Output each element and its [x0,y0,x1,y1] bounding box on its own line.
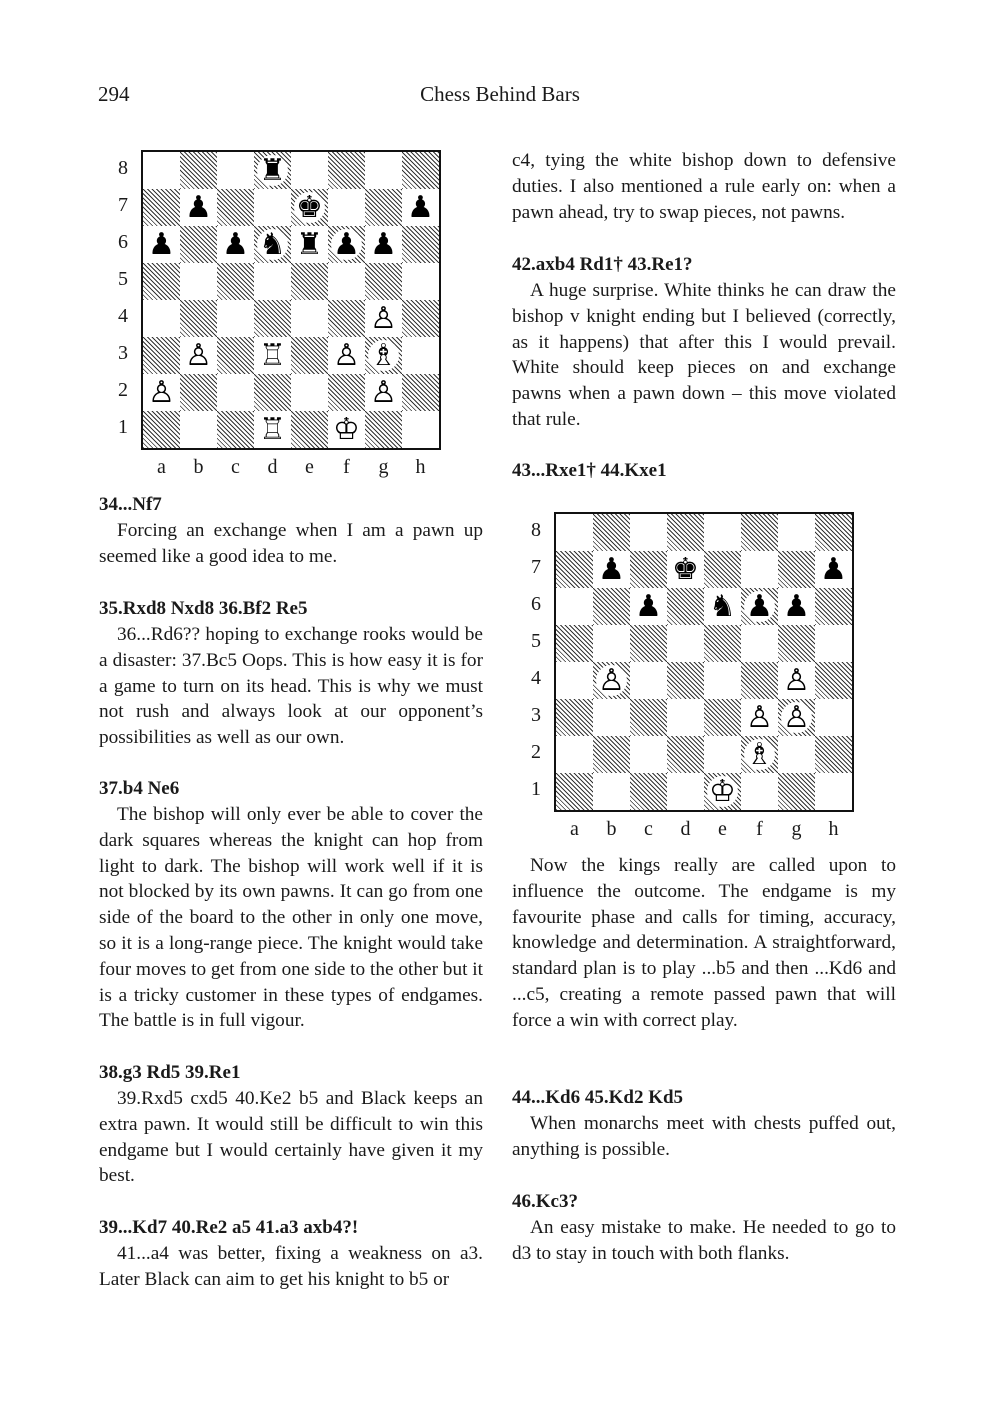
chess-piece-g3: ♙ [781,702,812,733]
chess-piece-e1: ♔ [707,776,738,807]
square-h6 [402,226,439,263]
move-heading: 38.g3 Rd5 39.Re1 [99,1062,241,1083]
file-label: g [791,818,802,840]
file-label: h [828,818,839,840]
square-f1 [328,411,365,448]
square-h5 [402,263,439,300]
square-f1 [741,773,778,810]
page-number: 294 [98,82,130,106]
square-f8 [328,152,365,189]
square-e2 [291,374,328,411]
square-e8 [291,152,328,189]
square-b4 [180,300,217,337]
rank-label: 6 [531,593,541,615]
square-c4 [217,300,254,337]
chess-piece-b4: ♙ [596,665,627,696]
file-label: b [193,456,204,478]
file-label: f [756,818,763,840]
square-g4 [365,300,402,337]
chess-piece-g3: ♗ [368,340,399,371]
move-heading: 46.Kc3? [512,1191,578,1212]
square-d8 [667,514,704,551]
square-f7 [741,551,778,588]
square-e4 [704,662,741,699]
square-a5 [143,263,180,300]
square-e3 [291,337,328,374]
chess-piece-h7: ♟ [405,192,436,223]
square-e7 [704,551,741,588]
move-heading: 42.axb4 Rd1† 43.Re1? [512,254,693,275]
square-h3 [402,337,439,374]
square-d3 [254,337,291,374]
square-b1 [593,773,630,810]
square-g5 [365,263,402,300]
square-c5 [630,625,667,662]
square-e6 [291,226,328,263]
move-heading: 35.Rxd8 Nxd8 36.Bf2 Re5 [99,598,308,619]
square-d5 [254,263,291,300]
square-a6 [556,588,593,625]
square-d8 [254,152,291,189]
square-e5 [704,625,741,662]
file-label: e [718,818,727,840]
square-f2 [741,736,778,773]
chess-piece-f3: ♙ [744,702,775,733]
square-c3 [630,699,667,736]
commentary-paragraph: Forcing an exchange when I am a pawn up seemed like a good idea to me. [99,520,483,567]
square-a1 [556,773,593,810]
rank-label: 2 [118,379,128,401]
square-b8 [593,514,630,551]
move-heading: 44...Kd6 45.Kd2 Kd5 [512,1087,684,1108]
file-label: d [267,456,278,478]
file-label: c [231,456,240,478]
square-b4 [593,662,630,699]
square-c1 [630,773,667,810]
chess-piece-e6: ♞ [707,591,738,622]
square-a8 [143,152,180,189]
square-c8 [217,152,254,189]
square-f6 [741,588,778,625]
square-g3 [778,699,815,736]
rank-label: 1 [118,416,128,438]
file-label: h [415,456,426,478]
square-b6 [180,226,217,263]
square-h4 [815,662,852,699]
rank-label: 3 [531,704,541,726]
square-f3 [741,699,778,736]
square-a7 [556,551,593,588]
square-a2 [143,374,180,411]
square-f8 [741,514,778,551]
square-e3 [704,699,741,736]
file-label: g [378,456,389,478]
square-e5 [291,263,328,300]
chess-diagram-1 [112,150,442,485]
square-f2 [328,374,365,411]
square-a7 [143,189,180,226]
square-d7 [667,551,704,588]
square-c2 [630,736,667,773]
square-c5 [217,263,254,300]
chess-piece-b7: ♟ [183,192,214,223]
square-h8 [815,514,852,551]
square-g7 [778,551,815,588]
rank-label: 2 [531,741,541,763]
square-e4 [291,300,328,337]
chess-piece-d8: ♜ [257,155,288,186]
square-c6 [630,588,667,625]
square-g3 [365,337,402,374]
square-a1 [143,411,180,448]
square-c1 [217,411,254,448]
rank-label: 7 [531,556,541,578]
square-b3 [180,337,217,374]
file-label: a [157,456,166,478]
chess-piece-g4: ♙ [781,665,812,696]
rank-label: 4 [118,305,128,327]
chess-piece-h7: ♟ [818,554,849,585]
square-b8 [180,152,217,189]
move-heading: 34...Nf7 [99,494,162,515]
chess-piece-f3: ♙ [331,340,362,371]
rank-label: 5 [531,630,541,652]
chess-piece-f2: ♗ [744,739,775,770]
chess-piece-c6: ♟ [633,591,664,622]
square-d6 [254,226,291,263]
square-h7 [815,551,852,588]
chess-piece-f1: ♔ [331,414,362,445]
commentary-paragraph: The bishop will only ever be able to cover the dark squares whereas the knight can hop from light to dark. The bishop will work well if it is not blocked by its own pawns. It can go from one side of the board to the other in only one move, so it is a long-range piece. The knight would take four moves to get from one side to the other but it is a tricky customer in these types of endgames. The battle is in full vigour. [99,804,483,1032]
commentary-paragraph: c4, tying the white bishop down to defensive duties. I also mentioned a rule early on: when a pawn ahead, try to swap pieces, not pawns. [512,150,896,223]
square-f3 [328,337,365,374]
rank-label: 8 [531,519,541,541]
square-d4 [667,662,704,699]
square-f5 [328,263,365,300]
square-b5 [180,263,217,300]
chess-piece-f6: ♟ [331,229,362,260]
square-c2 [217,374,254,411]
file-label: a [570,818,579,840]
square-g2 [778,736,815,773]
square-e2 [704,736,741,773]
square-h3 [815,699,852,736]
chess-piece-b3: ♙ [183,340,214,371]
square-e1 [291,411,328,448]
square-h1 [815,773,852,810]
square-c7 [630,551,667,588]
square-b7 [593,551,630,588]
file-label: b [606,818,617,840]
chess-piece-f6: ♟ [744,591,775,622]
square-h5 [815,625,852,662]
commentary-paragraph: Now the kings really are called upon to influence the outcome. The endgame is my favourite phase and calls for timing, accuracy, knowledge and determination. A straightforward, standard plan is to play ...b5 and then ...Kd6 and ...c5, creating a remote passed pawn that will force a win with correct play. [512,855,896,1031]
file-label: e [305,456,314,478]
chessboard-1 [141,150,441,450]
square-h6 [815,588,852,625]
chess-piece-b7: ♟ [596,554,627,585]
square-f4 [328,300,365,337]
rank-label: 6 [118,231,128,253]
square-c6 [217,226,254,263]
square-f7 [328,189,365,226]
square-f5 [741,625,778,662]
running-title: Chess Behind Bars [420,82,580,106]
square-g5 [778,625,815,662]
chess-piece-d1: ♖ [257,414,288,445]
square-b5 [593,625,630,662]
commentary-paragraph: A huge surprise. White thinks he can draw the bishop v knight ending but I believed (correctly, as it happens) that after this I would prevail. White should keep pieces on and exchange pawns when a pawn down – this move violated that rule. [512,280,896,430]
square-b3 [593,699,630,736]
rank-label: 1 [531,778,541,800]
square-e8 [704,514,741,551]
chess-piece-e7: ♚ [294,192,325,223]
square-g2 [365,374,402,411]
rank-label: 5 [118,268,128,290]
square-h2 [402,374,439,411]
file-label: c [644,818,653,840]
chess-piece-d6: ♞ [257,229,288,260]
square-b1 [180,411,217,448]
square-e1 [704,773,741,810]
commentary-paragraph: An easy mistake to make. He needed to go to d3 to stay in touch with both flanks. [512,1217,896,1264]
commentary-paragraph: 39.Rxd5 cxd5 40.Ke2 b5 and Black keeps an extra pawn. It would still be difficult to win this endgame but I would certainly have given it my best. [99,1088,483,1187]
chess-piece-c6: ♟ [220,229,251,260]
rank-label: 3 [118,342,128,364]
square-g6 [778,588,815,625]
chess-piece-a6: ♟ [146,229,177,260]
commentary-paragraph: When monarchs meet with chests puffed out, anything is possible. [512,1113,896,1160]
chess-piece-g2: ♙ [368,377,399,408]
square-g1 [365,411,402,448]
square-d3 [667,699,704,736]
square-b6 [593,588,630,625]
rank-label: 7 [118,194,128,216]
square-g4 [778,662,815,699]
chess-piece-g6: ♟ [781,591,812,622]
square-a5 [556,625,593,662]
square-a2 [556,736,593,773]
square-d2 [667,736,704,773]
square-d4 [254,300,291,337]
rank-label: 8 [118,157,128,179]
chessboard-2 [554,512,854,812]
square-a4 [143,300,180,337]
file-label: f [343,456,350,478]
square-d2 [254,374,291,411]
chess-piece-g4: ♙ [368,303,399,334]
move-heading: 39...Kd7 40.Re2 a5 41.a3 axb4?! [99,1217,359,1238]
square-e7 [291,189,328,226]
square-a3 [143,337,180,374]
chess-piece-e6: ♜ [294,229,325,260]
square-g1 [778,773,815,810]
square-f6 [328,226,365,263]
chess-piece-d3: ♖ [257,340,288,371]
square-c7 [217,189,254,226]
square-h1 [402,411,439,448]
square-h2 [815,736,852,773]
chess-piece-d7: ♚ [670,554,701,585]
commentary-paragraph: 36...Rd6?? hoping to exchange rooks would be a disaster: 37.Bc5 Oops. This is how easy it is for a game to turn on its head. This is why we must not rush and always look at our opponent’s possibilities as well as our own. [99,624,483,749]
square-e6 [704,588,741,625]
square-b7 [180,189,217,226]
square-h7 [402,189,439,226]
chess-piece-a2: ♙ [146,377,177,408]
square-d6 [667,588,704,625]
square-b2 [593,736,630,773]
move-heading: 43...Rxe1† 44.Kxe1 [512,460,667,481]
square-a8 [556,514,593,551]
square-d7 [254,189,291,226]
square-g8 [778,514,815,551]
square-c4 [630,662,667,699]
rank-label: 4 [531,667,541,689]
chess-piece-g6: ♟ [368,229,399,260]
chess-diagram-2 [525,512,855,847]
page-header [0,82,1000,112]
square-g6 [365,226,402,263]
square-a4 [556,662,593,699]
square-d1 [254,411,291,448]
square-d5 [667,625,704,662]
square-g7 [365,189,402,226]
commentary-paragraph: 41...a4 was better, fixing a weakness on a3. Later Black can aim to get his knight to b5 or [99,1243,483,1290]
square-h4 [402,300,439,337]
square-h8 [402,152,439,189]
file-label: d [680,818,691,840]
square-c3 [217,337,254,374]
move-heading: 37.b4 Ne6 [99,778,180,799]
square-d1 [667,773,704,810]
square-a3 [556,699,593,736]
square-b2 [180,374,217,411]
square-f4 [741,662,778,699]
square-g8 [365,152,402,189]
square-c8 [630,514,667,551]
square-a6 [143,226,180,263]
